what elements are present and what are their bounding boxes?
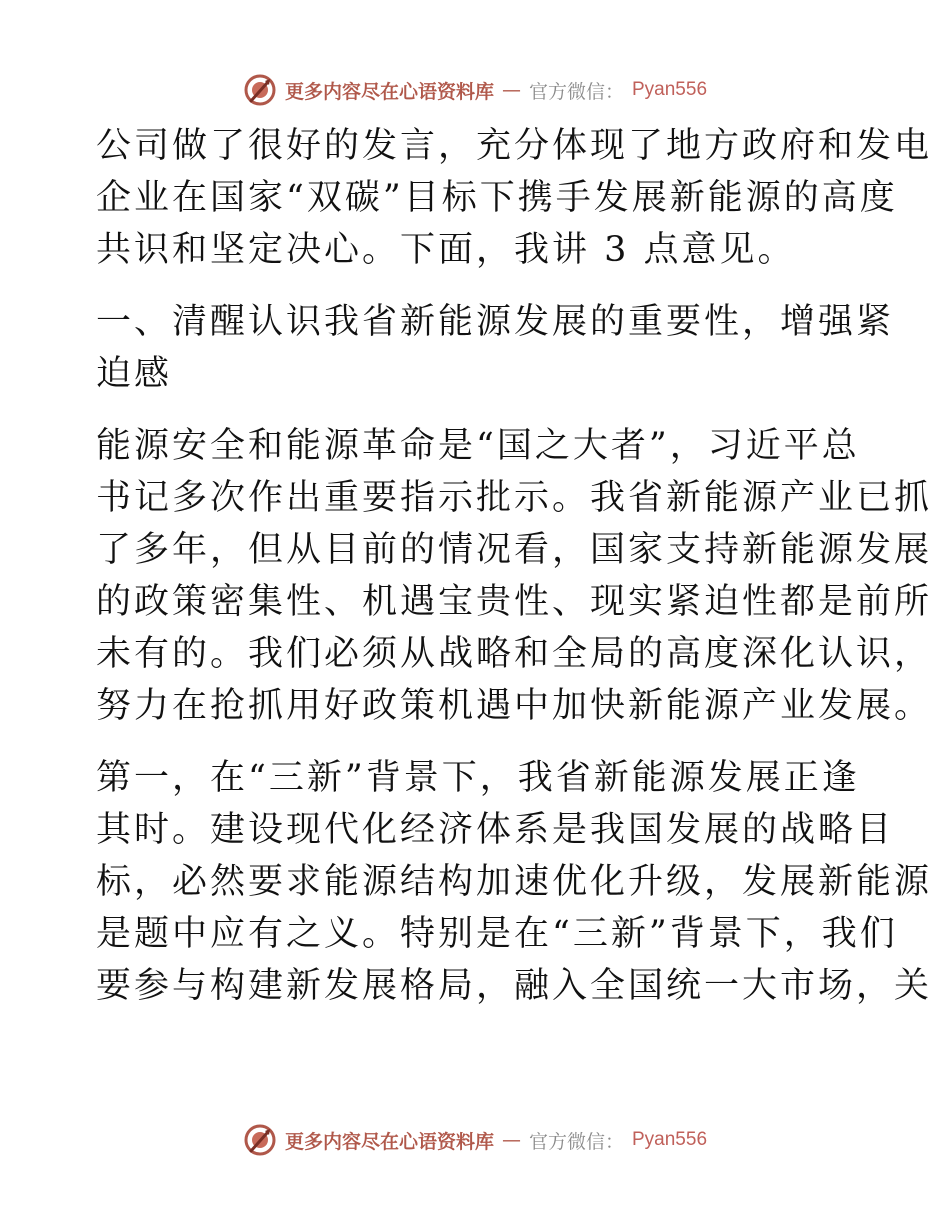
- text-line: 努力在抢抓用好政策机遇中加快新能源产业发展。: [96, 686, 933, 726]
- pen-nib-circle-icon: [243, 1123, 277, 1157]
- watermark-text: 更多内容尽在心语资料库: [284, 1130, 494, 1153]
- heading-line: 一、清醒认识我省新能源发展的重要性，增强紧: [96, 302, 895, 342]
- text-line: 其时。建设现代化经济体系是我国发展的战略目: [96, 810, 895, 850]
- watermark-official-label: 官方微信：: [528, 80, 624, 103]
- paragraph-energy-security: [96, 420, 933, 732]
- section-heading-1: [96, 296, 895, 400]
- text-line: 共识和坚定决心。下面，我讲 3 点意见。: [96, 230, 796, 270]
- text-line: 公司做了很好的发言，充分体现了地方政府和发电: [96, 126, 933, 166]
- watermark-dash: —: [501, 1129, 521, 1151]
- text-line: 能源安全和能源革命是“国之大者”，习近平总: [96, 426, 860, 466]
- watermark-wechat-id: Pyan556: [632, 1129, 708, 1150]
- heading-line: 迫感: [96, 354, 173, 394]
- paragraph-intro: [96, 120, 933, 276]
- text-line: 标，必然要求能源结构加速优化升级，发展新能源: [96, 862, 933, 902]
- document-body: [96, 120, 933, 1012]
- text-line: 要参与构建新发展格局，融入全国统一大市场，关: [96, 966, 933, 1006]
- text-line: 是题中应有之义。特别是在“三新”背景下，我们: [96, 914, 898, 954]
- pen-nib-circle-icon: [243, 73, 277, 107]
- paragraph-first-point: [96, 752, 933, 1012]
- text-line: 书记多次作出重要指示批示。我省新能源产业已抓: [96, 478, 933, 518]
- text-line: 了多年，但从目前的情况看，国家支持新能源发展: [96, 530, 933, 570]
- watermark-text: 更多内容尽在心语资料库: [284, 80, 494, 103]
- text-line: 的政策密集性、机遇宝贵性、现实紧迫性都是前所: [96, 582, 933, 622]
- watermark-dash: —: [501, 79, 521, 101]
- watermark-official-label: 官方微信：: [528, 1130, 624, 1153]
- header-watermark: [0, 70, 950, 110]
- text-line: 企业在国家“双碳”目标下携手发展新能源的高度: [96, 178, 898, 218]
- text-line: 未有的。我们必须从战略和全局的高度深化认识，: [96, 634, 933, 674]
- watermark-wechat-id: Pyan556: [632, 79, 708, 100]
- footer-watermark: [0, 1120, 950, 1160]
- text-line: 第一，在“三新”背景下，我省新能源发展正逢: [96, 758, 860, 798]
